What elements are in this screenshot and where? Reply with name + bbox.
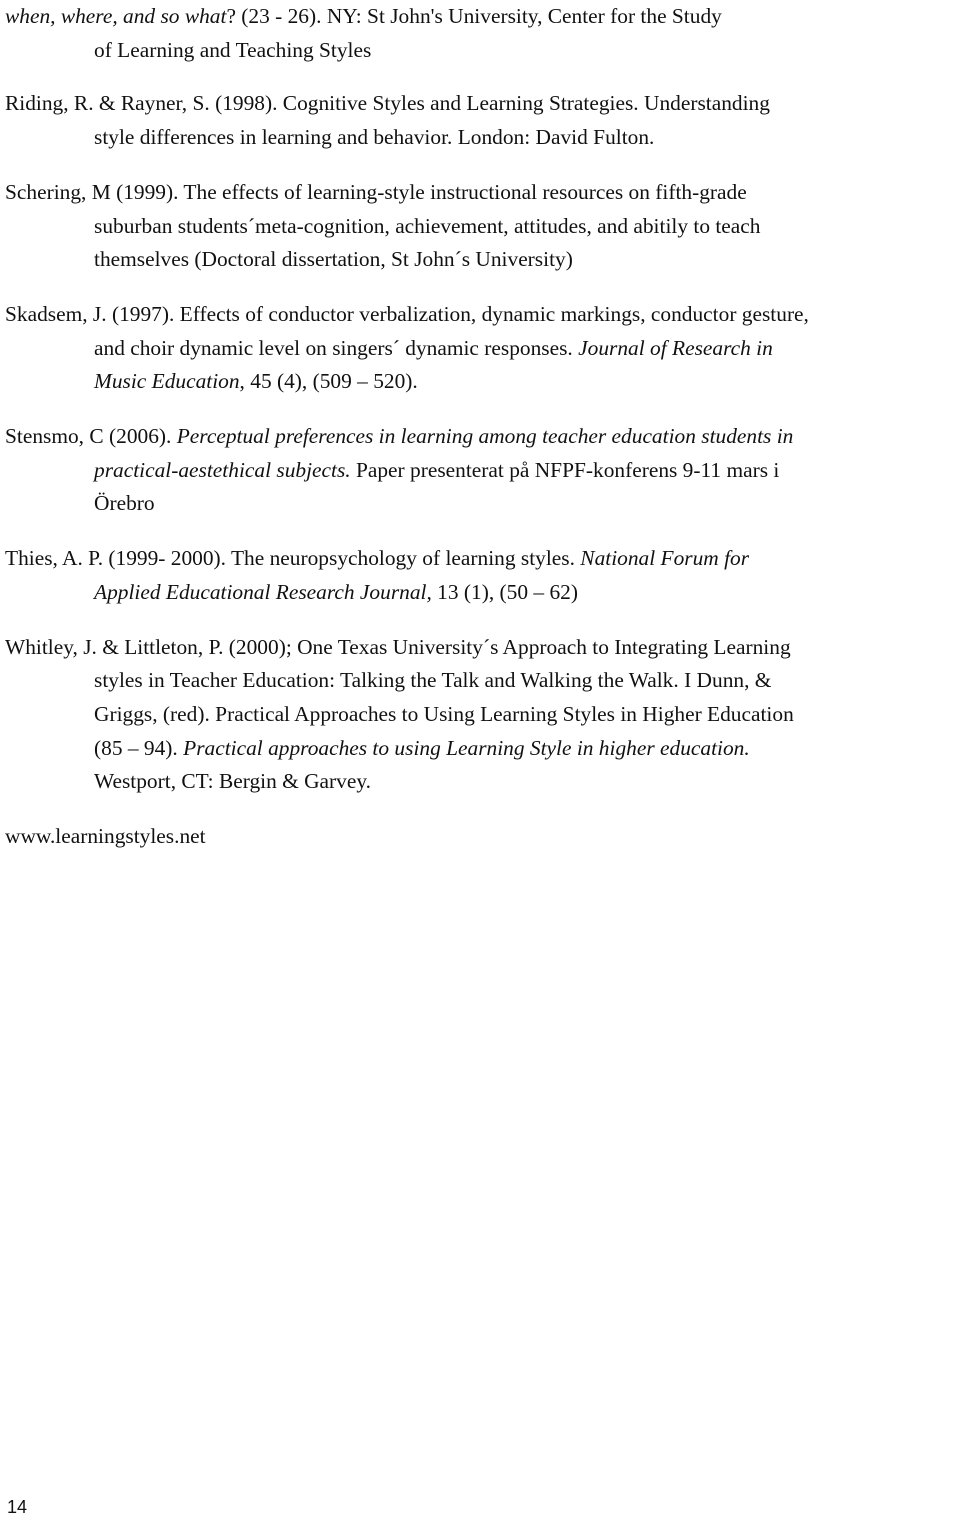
reference-text: Örebro [94,491,155,516]
reference-text-italic: Practical approaches to using Learning Style in higher education. [183,735,750,760]
reference-text: styles in Teacher Education: Talking the Talk and Walking the Walk. I Dunn, & [94,668,772,693]
reference-text: Westport, CT: Bergin & Garvey. [94,769,372,794]
reference-text-italic: National Forum for [580,546,750,571]
reference-text-italic: Journal of Research in [578,335,773,360]
reference-entry [5,176,960,277]
reference-text-italic: Applied Educational Research Journal, [94,579,432,604]
reference-text: , 45 (4), (509 – 520). [239,369,418,394]
reference-text: (85 – 94). [94,735,184,760]
reference-entry [5,542,960,609]
reference-text: ? (23 - 26). NY: St John's University, Center for the Study [226,4,722,28]
reference-entry [5,820,960,854]
reference-entry [5,420,960,521]
reference-text: of Learning and Teaching Styles [94,37,372,62]
reference-list [5,0,960,875]
reference-text: and choir dynamic level on singers´ dynamic responses. [94,335,579,360]
reference-text: Whitley, J. & Littleton, P. (2000); One Texas University´s Approach to Integrating Learning [5,634,791,659]
reference-text: themselves (Doctoral dissertation, St John´s University) [94,247,573,272]
reference-text: Schering, M (1999). The effects of learning-style instructional resources on fifth-grade [5,179,747,204]
reference-text: Paper presenterat på NFPF-konferens 9-11 mars i [350,457,780,482]
reference-text-italic: Perceptual preferences in learning among teacher education students in [176,424,794,449]
reference-text: Skadsem, J. (1997). Effects of conductor verbalization, dynamic markings, conductor gesture, [5,301,809,326]
page-number: 14 [7,1497,28,1517]
reference-entry [5,298,960,399]
reference-text: 13 (1), (50 – 62) [431,579,578,604]
reference-entry [5,87,960,154]
reference-text: suburban students´meta-cognition, achievement, attitudes, and abitily to teach [94,213,761,238]
reference-text: Stensmo, C (2006). [5,424,177,449]
reference-text: Griggs, (red). Practical Approaches to Using Learning Styles in Higher Education [94,701,794,726]
reference-text-italic: Music Education [94,369,240,394]
reference-text-italic: when, where, and so what [5,4,227,28]
reference-text: Thies, A. P. (1999- 2000). The neuropsychology of learning styles. [5,546,581,571]
reference-text: style differences in learning and behavior. London: David Fulton. [94,125,655,150]
reference-entry [5,631,960,800]
reference-text: www.learningstyles.net [5,824,206,849]
reference-text-italic: practical-aestethical subjects. [94,457,351,482]
reference-text: Riding, R. & Rayner, S. (1998). Cognitive Styles and Learning Strategies. Understanding [5,91,770,116]
reference-continuation [5,0,960,67]
